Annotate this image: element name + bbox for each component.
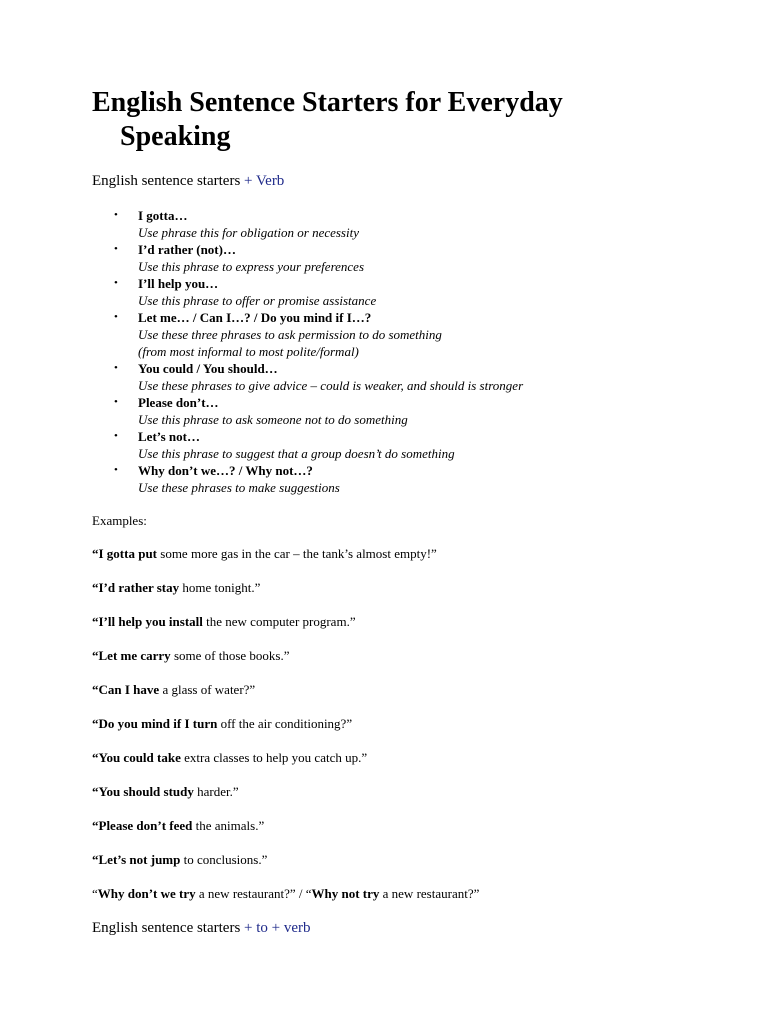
bullet-icon: • [114, 362, 118, 374]
section-heading-accent: + Verb [244, 173, 285, 189]
example-starter: “Let’s not jump [92, 852, 181, 867]
example-list [92, 545, 732, 919]
example-starter: “I’ll help you install [92, 614, 203, 629]
list-item [112, 309, 712, 360]
bullet-icon: • [114, 430, 118, 442]
example-text: some more gas in the car – the tank’s almost empty!” [157, 546, 437, 561]
starter-usage: Use this phrase to offer or promise assistance [138, 293, 377, 308]
section-heading-verb [92, 172, 284, 190]
bullet-icon: • [114, 396, 118, 408]
example-starter: Why don’t we try [97, 886, 196, 901]
example-text: home tonight.” [179, 580, 261, 595]
example-text: a new restaurant?” / “ [195, 886, 312, 901]
starter-usage: Use phrase this for obligation or necessity [138, 225, 359, 240]
section-heading-accent: + to + verb [244, 920, 311, 936]
list-item [112, 394, 712, 428]
example-sentence [92, 851, 732, 885]
example-text: extra classes to help you catch up.” [180, 750, 368, 765]
list-item [112, 207, 712, 241]
bullet-icon: • [114, 243, 118, 255]
section-heading-to-verb [92, 919, 311, 937]
example-text: some of those books.” [170, 648, 290, 663]
starter-phrase: Please don’t… [138, 395, 219, 410]
example-sentence [92, 579, 732, 613]
list-item [112, 462, 712, 496]
example-sentence [92, 613, 732, 647]
example-starter: “Do you mind if I turn [92, 716, 218, 731]
starter-phrase: I’ll help you… [138, 276, 219, 291]
example-starter: “You should study [92, 784, 194, 799]
list-item [112, 360, 712, 394]
starter-usage: (from most informal to most polite/formal) [138, 344, 359, 359]
bullet-icon: • [114, 464, 118, 476]
example-text: “ [92, 886, 98, 901]
bullet-icon: • [114, 277, 118, 289]
example-text: harder.” [193, 784, 239, 799]
example-text: to conclusions.” [180, 852, 268, 867]
starter-usage: Use these phrases to give advice – could is weaker, and should is stronger [138, 378, 524, 393]
example-text: a glass of water?” [159, 682, 256, 697]
example-sentence [92, 817, 732, 851]
bullet-icon: • [114, 311, 118, 323]
starter-phrase: You could / You should… [138, 361, 278, 376]
example-text: off the air conditioning?” [217, 716, 353, 731]
examples-label: Examples: [92, 513, 147, 528]
page-title: English Sentence Starters for Everyday Speaking [92, 87, 563, 152]
starter-phrase: Let me… / Can I…? / Do you mind if I…? [138, 310, 372, 325]
starter-usage: Use these phrases to make suggestions [138, 480, 340, 495]
list-item [112, 428, 712, 462]
list-item [112, 241, 712, 275]
example-sentence [92, 681, 732, 715]
starter-usage: Use these three phrases to ask permission to do something [138, 327, 442, 342]
starter-usage: Use this phrase to ask someone not to do something [138, 412, 408, 427]
example-starter: Why not try [311, 886, 380, 901]
starter-phrase: Let’s not… [138, 429, 200, 444]
example-sentence [92, 783, 732, 817]
example-starter: “Can I have [92, 682, 160, 697]
example-starter: “I gotta put [92, 546, 158, 561]
starter-usage: Use this phrase to suggest that a group doesn’t do something [138, 446, 455, 461]
example-sentence [92, 749, 732, 783]
example-starter: “You could take [92, 750, 181, 765]
sentence-starter-list [112, 207, 712, 496]
list-item [112, 275, 712, 309]
example-sentence [92, 715, 732, 749]
starter-phrase: I’d rather (not)… [138, 242, 236, 257]
section-heading-prefix: English sentence starters [92, 920, 245, 936]
example-starter: “Let me carry [92, 648, 171, 663]
starter-phrase: Why don’t we…? / Why not…? [138, 463, 313, 478]
section-heading-prefix: English sentence starters [92, 173, 245, 189]
example-sentence [92, 647, 732, 681]
example-starter: “I’d rather stay [92, 580, 180, 595]
example-sentence [92, 545, 732, 579]
starter-usage: Use this phrase to express your preferences [138, 259, 365, 274]
example-starter: “Please don’t feed [92, 818, 193, 833]
starter-phrase: I gotta… [138, 208, 188, 223]
example-text: a new restaurant?” [379, 886, 480, 901]
example-sentence [92, 885, 732, 919]
example-text: the new computer program.” [202, 614, 356, 629]
bullet-icon: • [114, 209, 118, 221]
example-text: the animals.” [192, 818, 265, 833]
